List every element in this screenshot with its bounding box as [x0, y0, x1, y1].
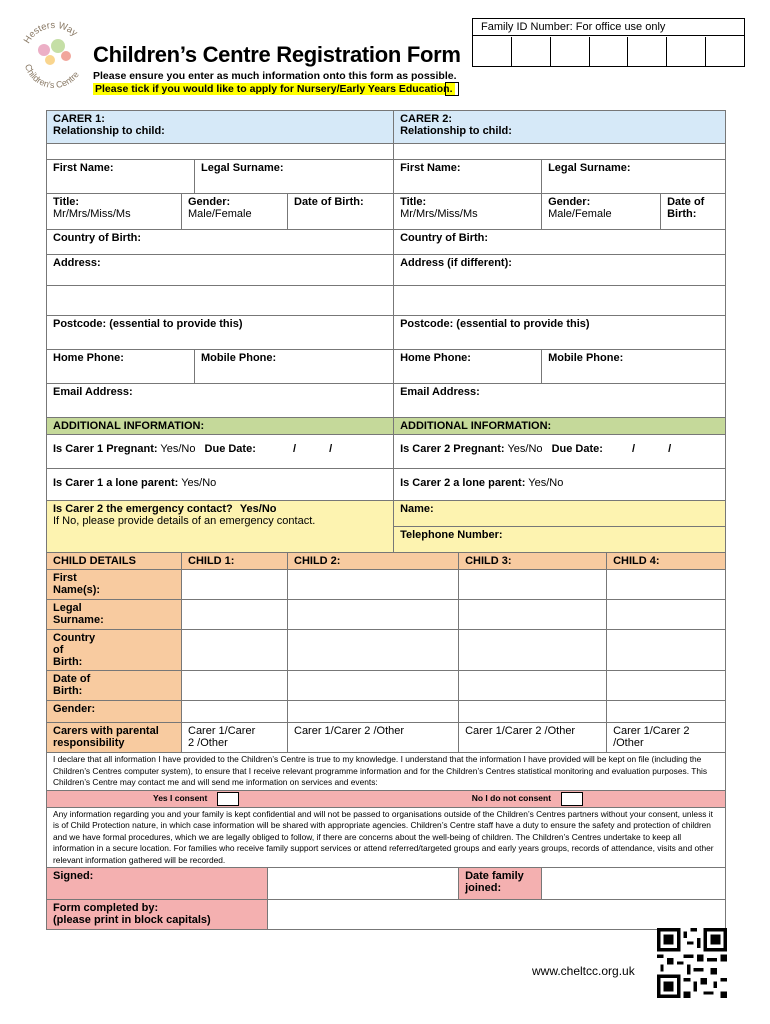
- child2-dob-input[interactable]: [288, 671, 459, 701]
- date-slash: /: [329, 443, 333, 455]
- family-id-cell[interactable]: [667, 37, 706, 66]
- carer1-title-options: Mr/Mrs/Miss/Ms: [53, 208, 131, 220]
- carer1-email-label: Email Address:: [53, 386, 133, 398]
- child2-heading: CHILD 2:: [288, 553, 459, 570]
- carer1-address-label: Address:: [53, 257, 101, 269]
- carer2-dob-label: Date of Birth:: [667, 196, 705, 220]
- page-title: Children’s Centre Registration Form: [93, 42, 461, 67]
- child4-carers-option[interactable]: Carer 1/Carer 2 /Other: [607, 723, 726, 753]
- carer1-country-field[interactable]: [47, 230, 394, 255]
- subtitle: Please ensure you enter as much information onto this form as possible.: [93, 70, 457, 82]
- child2-gender-input[interactable]: [288, 701, 459, 723]
- carer2-address-field[interactable]: [394, 255, 726, 286]
- carer2-surname-field[interactable]: [542, 160, 726, 194]
- child4-gender-input[interactable]: [607, 701, 726, 723]
- family-id-cell[interactable]: [473, 37, 512, 66]
- emergency-contact-options: Yes/No: [239, 503, 277, 515]
- carer1-lone-parent-options: Yes/No: [181, 477, 217, 489]
- carer1-additional-heading: ADDITIONAL INFORMATION:: [47, 418, 394, 435]
- carer2-relationship-field[interactable]: [394, 111, 726, 144]
- carer2-mobile-phone-field[interactable]: [542, 350, 726, 384]
- date-slash: /: [668, 443, 672, 455]
- carer1-pregnant-options: Yes/No: [160, 443, 196, 455]
- child1-gender-input[interactable]: [182, 701, 288, 723]
- consent-row: [47, 790, 726, 807]
- carer1-home-phone-label: Home Phone:: [53, 352, 124, 364]
- child3-dob-input[interactable]: [459, 671, 607, 701]
- carer1-gender-field[interactable]: [182, 194, 288, 230]
- completed-by-field: [47, 900, 268, 930]
- carer2-lone-parent-field[interactable]: [394, 469, 726, 501]
- emergency-name-label: Name:: [400, 503, 434, 515]
- carer1-surname-field[interactable]: [195, 160, 394, 194]
- completed-by-input[interactable]: [268, 900, 726, 930]
- carer1-relationship-label: Relationship to child:: [53, 125, 165, 137]
- child-first-name-label: First Name(s):: [47, 570, 182, 600]
- print-note: (please print in block capitals): [53, 914, 211, 926]
- child3-heading: CHILD 3:: [459, 553, 607, 570]
- emergency-telephone-label: Telephone Number:: [400, 529, 503, 541]
- carer1-postcode-label: Postcode: (essential to provide this): [53, 318, 243, 330]
- family-id-cell[interactable]: [551, 37, 590, 66]
- carer2-email-label: Email Address:: [400, 386, 480, 398]
- carer2-home-phone-label: Home Phone:: [400, 352, 471, 364]
- carer2-surname-label: Legal Surname:: [548, 162, 631, 174]
- carer2-heading: CARER 2:: [400, 113, 453, 125]
- emergency-telephone-field[interactable]: [394, 527, 726, 553]
- family-id-cell[interactable]: [512, 37, 551, 66]
- carer2-mobile-phone-label: Mobile Phone:: [548, 352, 624, 364]
- no-consent-label: No I do not consent: [471, 792, 552, 803]
- child4-surname-input[interactable]: [607, 600, 726, 630]
- nursery-checkbox[interactable]: [445, 82, 459, 96]
- carer2-first-name-label: First Name:: [400, 162, 461, 174]
- carer1-lone-parent-field[interactable]: [47, 469, 394, 501]
- carer1-relationship-input[interactable]: [47, 144, 394, 160]
- carer1-dob-label: Date of Birth:: [294, 196, 364, 208]
- family-id-label: Family ID Number: For office use only: [473, 19, 744, 36]
- carer2-first-name-field[interactable]: [394, 160, 542, 194]
- carer2-country-field[interactable]: [394, 230, 726, 255]
- carer1-first-name-field[interactable]: [47, 160, 195, 194]
- child-dob-label: Date of Birth:: [47, 671, 182, 701]
- carer1-heading: CARER 1:: [53, 113, 105, 125]
- carer1-dob-field[interactable]: [288, 194, 394, 230]
- child2-carers-option[interactable]: Carer 1/Carer 2 /Other: [288, 723, 459, 753]
- emergency-contact-note: If No, please provide details of an emergency contact.: [53, 515, 316, 527]
- website-url[interactable]: www.cheltcc.org.uk: [532, 964, 635, 978]
- carer2-pregnant-options: Yes/No: [507, 443, 543, 455]
- carers-responsibility-label: Carers with parental responsibility: [47, 723, 182, 753]
- carer2-lone-parent-options: Yes/No: [528, 477, 564, 489]
- emergency-name-field[interactable]: [394, 501, 726, 527]
- carer1-mobile-phone-field[interactable]: [195, 350, 394, 384]
- carer2-pregnant-label: Is Carer 2 Pregnant:: [400, 443, 505, 455]
- emergency-contact-question: Is Carer 2 the emergency contact?: [53, 503, 233, 515]
- carer2-address-line[interactable]: [394, 286, 726, 316]
- child4-heading: CHILD 4:: [607, 553, 726, 570]
- child3-surname-input[interactable]: [459, 600, 607, 630]
- child1-country-input[interactable]: [182, 630, 288, 671]
- child-country-label: Country of Birth:: [47, 630, 182, 671]
- carer1-mobile-phone-label: Mobile Phone:: [201, 352, 277, 364]
- child1-dob-input[interactable]: [182, 671, 288, 701]
- child4-dob-input[interactable]: [607, 671, 726, 701]
- carer1-pregnant-label: Is Carer 1 Pregnant:: [53, 443, 158, 455]
- completed-by-label: Form completed by:: [53, 902, 159, 914]
- yes-consent-label: Yes I consent: [153, 792, 208, 803]
- carer2-gender-label: Gender:: [548, 196, 591, 208]
- carer1-relationship-field[interactable]: [47, 111, 394, 144]
- carer2-title-field[interactable]: [394, 194, 542, 230]
- child-gender-label: Gender:: [47, 701, 182, 723]
- carer2-title-options: Mr/Mrs/Miss/Ms: [400, 208, 478, 220]
- signature-input[interactable]: [268, 868, 459, 900]
- child3-carers-option[interactable]: Carer 1/Carer 2 /Other: [459, 723, 607, 753]
- family-id-cell[interactable]: [706, 37, 744, 66]
- carer1-pregnant-field[interactable]: [47, 435, 394, 469]
- yes-consent-checkbox[interactable]: [217, 792, 239, 806]
- carer2-postcode-label: Postcode: (essential to provide this): [400, 318, 590, 330]
- child3-first-name-input[interactable]: [459, 570, 607, 600]
- family-id-cell[interactable]: [590, 37, 629, 66]
- no-consent-checkbox[interactable]: [561, 792, 583, 806]
- signed-label: Signed:: [47, 868, 268, 900]
- carer1-postcode-field[interactable]: [47, 316, 394, 350]
- child2-first-name-input[interactable]: [288, 570, 459, 600]
- date-slash: /: [632, 443, 636, 455]
- carer1-email-field[interactable]: [47, 384, 394, 418]
- family-id-box: [472, 18, 745, 67]
- carer2-home-phone-field[interactable]: [394, 350, 542, 384]
- emergency-contact-field[interactable]: [47, 501, 394, 553]
- carer1-title-label: Title:: [53, 196, 80, 208]
- carer2-gender-field[interactable]: [542, 194, 661, 230]
- child1-heading: CHILD 1:: [182, 553, 288, 570]
- registration-form-table: [46, 110, 726, 930]
- carer1-home-phone-field[interactable]: [47, 350, 195, 384]
- qr-code-icon: [657, 928, 727, 998]
- child3-gender-input[interactable]: [459, 701, 607, 723]
- carer2-relationship-input[interactable]: [394, 144, 726, 160]
- child-details-heading: CHILD DETAILS: [47, 553, 182, 570]
- child2-surname-input[interactable]: [288, 600, 459, 630]
- carer1-title-field[interactable]: [47, 194, 182, 230]
- family-id-cell[interactable]: [628, 37, 667, 66]
- child1-surname-input[interactable]: [182, 600, 288, 630]
- carer2-relationship-label: Relationship to child:: [400, 125, 512, 137]
- carer1-gender-label: Gender:: [188, 196, 231, 208]
- logo-text-top: Hesters Way: [21, 19, 80, 46]
- carer2-gender-options: Male/Female: [548, 208, 612, 220]
- carer1-due-date-label: Due Date:: [204, 443, 256, 455]
- child4-first-name-input[interactable]: [607, 570, 726, 600]
- carer1-address-line[interactable]: [47, 286, 394, 316]
- carer1-surname-label: Legal Surname:: [201, 162, 284, 174]
- carer1-address-field[interactable]: [47, 255, 394, 286]
- carer1-lone-parent-label: Is Carer 1 a lone parent:: [53, 477, 179, 489]
- carer2-lone-parent-label: Is Carer 2 a lone parent:: [400, 477, 526, 489]
- date-joined-input[interactable]: [542, 868, 726, 900]
- child1-carers-option[interactable]: Carer 1/Carer 2 /Other: [182, 723, 288, 753]
- carer2-address-label: Address (if different):: [400, 257, 512, 269]
- date-slash: /: [292, 443, 296, 455]
- carer2-pregnant-field[interactable]: [394, 435, 726, 469]
- carer2-dob-field[interactable]: [661, 194, 726, 230]
- carer2-title-label: Title:: [400, 196, 427, 208]
- carer1-first-name-label: First Name:: [53, 162, 114, 174]
- carer2-additional-heading: ADDITIONAL INFORMATION:: [394, 418, 726, 435]
- carer2-due-date-label: Due Date:: [551, 443, 603, 455]
- hesters-way-logo: [14, 14, 94, 94]
- carer1-country-label: Country of Birth:: [53, 232, 141, 244]
- carer2-postcode-field[interactable]: [394, 316, 726, 350]
- child-surname-label: Legal Surname:: [47, 600, 182, 630]
- child3-country-input[interactable]: [459, 630, 607, 671]
- child1-first-name-input[interactable]: [182, 570, 288, 600]
- carer2-email-field[interactable]: [394, 384, 726, 418]
- declaration-text: I declare that all information I have provided to the Children’s Centre is true to my knowledge. I understand that the information I have provided will be kept on file (including the Children’s Centres computer system), to ensure that I receive relevant programme information and for the Children’s Centres statistical monitoring and evaluation purposes. This Children’s Centre may contact me and will send me information on services and events:: [47, 753, 726, 791]
- privacy-text: Any information regarding you and your family is kept confidential and will not be passed to organisations outside of the Children’s Centres partners without your consent, unless it is of Child Protection nature, in which case information will be shared with appropriate agencies. Children’s Centre staff have a duty to ensure the safety and protection of children and we have formal procedures, which we are legally obliged to follow, if there are concerns about the well-being of children. The Children’s Centres undertake to keep all information in a secure location. For families who receive family support services or attend referred/targeted groups and early years groups, records of attendance, visits and other relevant information gathered will be recorded.: [47, 807, 726, 868]
- date-joined-label: Date family joined:: [459, 868, 542, 900]
- child4-country-input[interactable]: [607, 630, 726, 671]
- logo-text-bottom: Children's Centre: [22, 62, 81, 91]
- child2-country-input[interactable]: [288, 630, 459, 671]
- carer2-country-label: Country of Birth:: [400, 232, 489, 244]
- carer1-gender-options: Male/Female: [188, 208, 252, 220]
- nursery-tick-label: Please tick if you would like to apply for Nursery/Early Years Education.: [95, 83, 453, 95]
